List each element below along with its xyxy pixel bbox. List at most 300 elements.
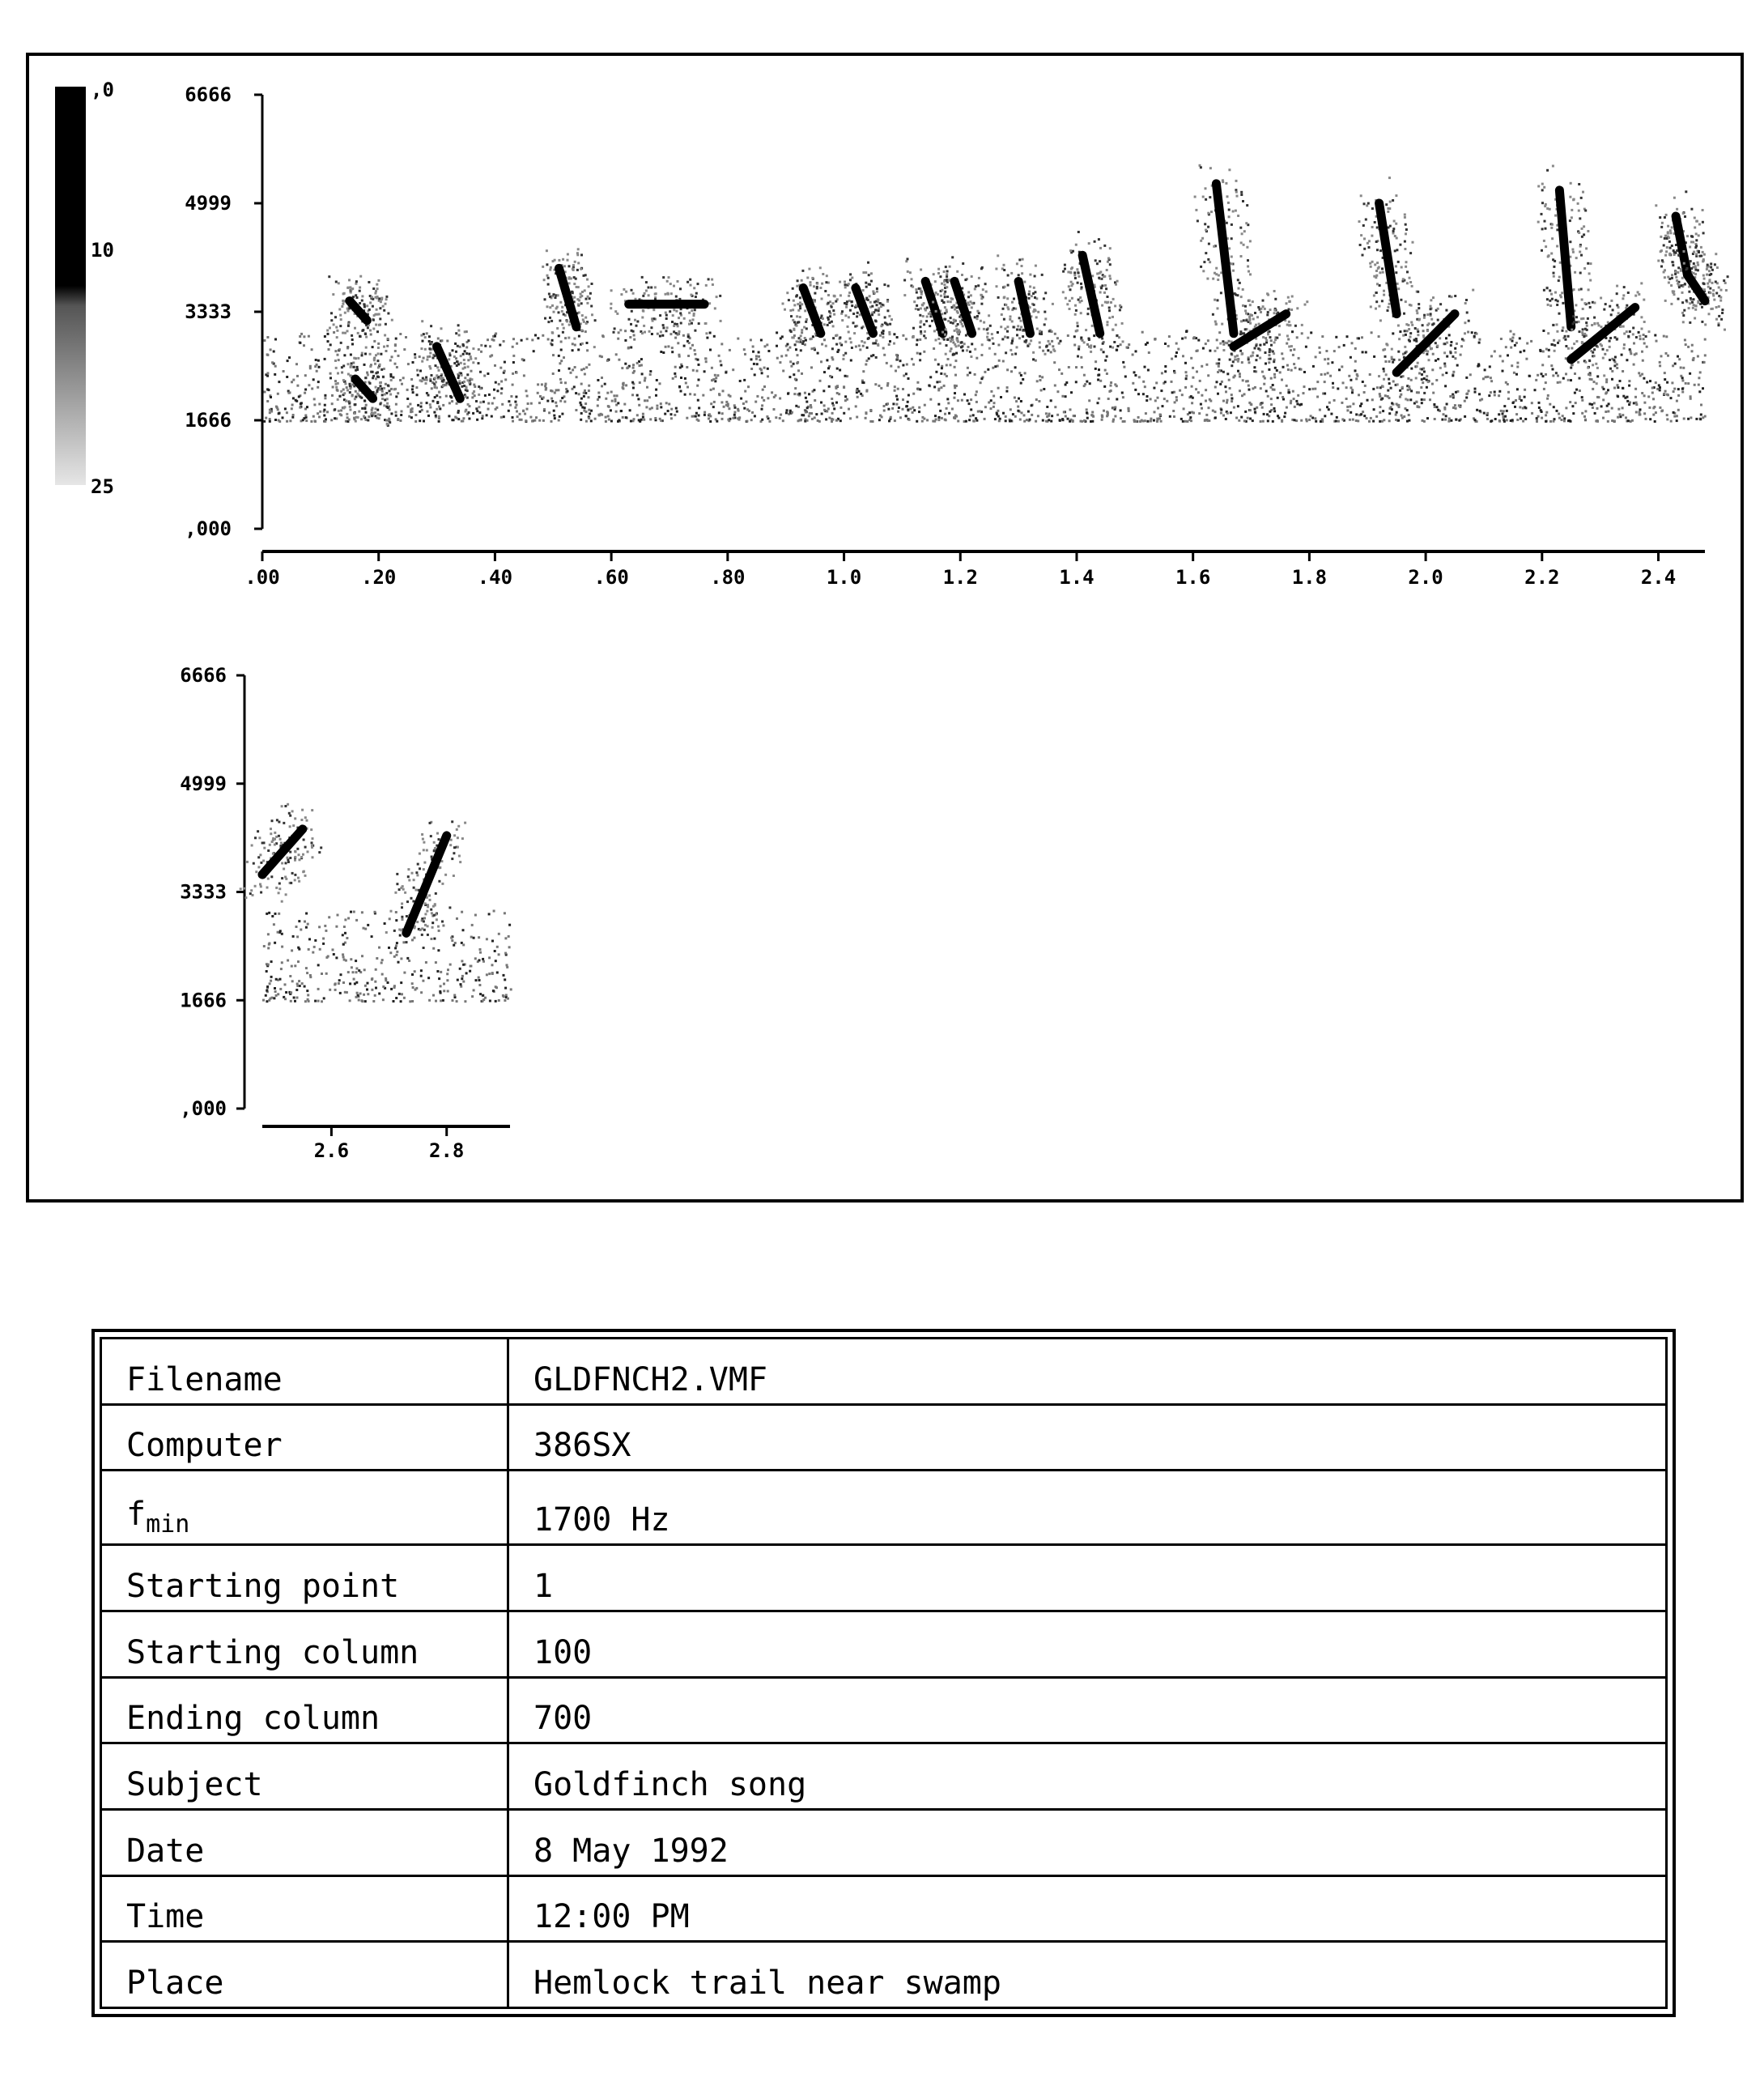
- noise-dot: [738, 419, 741, 421]
- noise-dot: [814, 399, 816, 402]
- note-speckle: [884, 317, 886, 319]
- noise-dot: [750, 358, 753, 360]
- noise-dot: [849, 338, 852, 340]
- note-speckle: [926, 307, 929, 309]
- note-speckle: [363, 304, 366, 306]
- noise-dot: [292, 397, 295, 399]
- noise-dot: [1248, 389, 1251, 391]
- noise-dot: [589, 412, 591, 415]
- noise-dot: [617, 338, 619, 340]
- noise-dot: [1273, 410, 1276, 412]
- noise-dot: [417, 374, 419, 377]
- note-speckle: [810, 281, 812, 283]
- noise-dot: [1305, 419, 1307, 421]
- note-speckle: [844, 341, 847, 343]
- note-speckle: [871, 313, 873, 316]
- noise-dot: [1503, 410, 1505, 412]
- noise-dot: [1370, 417, 1372, 419]
- noise-dot: [1292, 354, 1294, 356]
- noise-dot: [423, 420, 425, 423]
- note-speckle: [551, 331, 554, 334]
- noise-dot: [1127, 407, 1129, 410]
- note-speckle: [1273, 341, 1276, 343]
- noise-dot: [1474, 391, 1477, 394]
- noise-dot: [980, 381, 982, 384]
- noise-dot: [1608, 402, 1610, 405]
- noise-dot: [1571, 364, 1574, 366]
- noise-dot: [1524, 389, 1526, 391]
- note-speckle: [869, 295, 871, 297]
- note-speckle: [576, 252, 579, 254]
- noise-dot: [1020, 374, 1022, 377]
- note-speckle: [1375, 300, 1378, 303]
- noise-dot: [1035, 398, 1038, 401]
- note-speckle: [1567, 335, 1570, 338]
- note-speckle: [1016, 262, 1018, 265]
- note-speckle: [953, 319, 955, 321]
- note-speckle: [1231, 262, 1233, 265]
- note-speckle: [1376, 249, 1379, 251]
- note-speckle: [1269, 330, 1271, 333]
- noise-dot: [1078, 348, 1080, 351]
- noise-dot: [1516, 362, 1519, 364]
- note-speckle: [1034, 296, 1036, 299]
- note-speckle: [1205, 187, 1207, 189]
- noise-dot: [1490, 391, 1492, 394]
- note-speckle: [1415, 338, 1418, 340]
- note-speckle: [419, 379, 422, 381]
- noise-dot: [610, 420, 613, 423]
- noise-dot: [1541, 372, 1543, 375]
- note-speckle: [470, 355, 472, 358]
- noise-dot: [1216, 381, 1218, 383]
- note-speckle: [810, 338, 813, 340]
- noise-dot: [577, 348, 580, 351]
- note-speckle: [1403, 313, 1405, 315]
- noise-dot: [1625, 416, 1627, 419]
- noise-dot: [1652, 414, 1655, 416]
- note-speckle: [1256, 316, 1259, 318]
- noise-dot: [1294, 419, 1296, 421]
- note-speckle: [1242, 304, 1244, 307]
- note-speckle: [877, 343, 879, 346]
- note-speckle: [547, 277, 550, 279]
- noise-dot: [890, 416, 892, 419]
- note-speckle: [1555, 372, 1558, 374]
- noise-dot: [644, 380, 646, 382]
- note-speckle: [1455, 351, 1457, 354]
- note-speckle: [865, 286, 868, 288]
- noise-dot: [601, 377, 603, 379]
- noise-dot: [678, 333, 680, 335]
- note-speckle: [1541, 249, 1543, 252]
- noise-dot: [911, 358, 913, 360]
- note-speckle: [456, 364, 458, 367]
- note-speckle: [1231, 353, 1233, 355]
- noise-dot: [1524, 396, 1526, 398]
- noise-dot: [1431, 383, 1434, 385]
- noise-dot: [1643, 334, 1645, 336]
- note-speckle: [1392, 228, 1395, 230]
- note-speckle: [923, 334, 925, 337]
- note-speckle: [1247, 266, 1249, 268]
- note-speckle: [865, 298, 868, 300]
- noise-dot: [709, 420, 712, 423]
- note-speckle: [650, 326, 652, 329]
- noise-dot: [832, 404, 835, 407]
- noise-dot: [750, 338, 752, 341]
- noise-dot: [500, 392, 503, 394]
- noise-dot: [291, 407, 293, 410]
- noise-dot: [1395, 419, 1397, 421]
- noise-dot: [1571, 347, 1573, 350]
- noise-dot: [1067, 334, 1069, 337]
- noise-dot: [733, 411, 736, 414]
- note-speckle: [924, 308, 926, 310]
- noise-dot: [1328, 408, 1330, 411]
- noise-dot: [512, 372, 514, 375]
- noise-dot: [1315, 420, 1317, 423]
- note-speckle: [1236, 355, 1239, 357]
- noise-dot: [1486, 376, 1489, 378]
- note-speckle: [801, 279, 803, 282]
- note-speckle: [839, 281, 841, 283]
- note-speckle: [905, 260, 908, 262]
- note-speckle: [1228, 247, 1231, 249]
- noise-dot: [495, 381, 497, 384]
- note-speckle: [1395, 271, 1397, 274]
- noise-dot: [588, 396, 590, 398]
- noise-dot: [1123, 366, 1125, 368]
- noise-dot: [878, 419, 881, 421]
- noise-dot: [1276, 369, 1278, 372]
- note-speckle: [1006, 297, 1009, 300]
- noise-dot: [415, 386, 418, 389]
- noise-dot: [395, 395, 397, 398]
- note-speckle: [1565, 345, 1567, 347]
- noise-dot: [1265, 363, 1267, 365]
- note-speckle: [577, 248, 580, 250]
- noise-dot: [967, 367, 969, 369]
- noise-dot: [274, 338, 277, 341]
- noise-dot: [1379, 420, 1381, 423]
- note-speckle: [378, 297, 380, 300]
- noise-dot: [516, 411, 518, 413]
- noise-dot: [516, 404, 518, 407]
- note-speckle: [1100, 287, 1103, 289]
- noise-dot: [896, 336, 899, 338]
- noise-dot: [1164, 365, 1167, 368]
- note-speckle: [1074, 313, 1077, 316]
- noise-dot: [1569, 401, 1571, 403]
- note-speckle: [960, 342, 963, 344]
- note-speckle: [1594, 322, 1596, 325]
- noise-dot: [856, 389, 858, 392]
- noise-dot: [1522, 420, 1524, 423]
- noise-dot: [865, 364, 867, 366]
- noise-dot: [671, 347, 674, 349]
- noise-dot: [806, 407, 809, 409]
- note-speckle: [1544, 220, 1546, 223]
- noise-dot: [1368, 420, 1371, 423]
- note-speckle: [788, 299, 790, 301]
- noise-dot: [1163, 398, 1166, 400]
- note-speckle: [946, 273, 948, 275]
- noise-dot: [1070, 391, 1073, 394]
- note-speckle: [1202, 270, 1205, 272]
- noise-dot: [1384, 394, 1387, 397]
- note-speckle: [1214, 350, 1217, 352]
- noise-dot: [697, 359, 699, 361]
- noise-dot: [776, 345, 778, 347]
- noise-dot: [946, 407, 948, 410]
- note-speckle: [844, 281, 846, 283]
- note-speckle: [429, 352, 431, 355]
- noise-dot: [940, 386, 942, 389]
- noise-dot: [1596, 407, 1599, 410]
- note-speckle: [909, 271, 912, 274]
- noise-dot: [564, 381, 567, 384]
- noise-dot: [1141, 331, 1144, 334]
- noise-dot: [747, 385, 750, 388]
- note-speckle: [854, 326, 856, 328]
- noise-dot: [1230, 411, 1232, 414]
- noise-dot: [545, 383, 547, 385]
- noise-dot: [385, 350, 388, 352]
- note-speckle: [961, 323, 963, 326]
- note-speckle: [1446, 342, 1448, 344]
- noise-dot: [316, 364, 318, 366]
- noise-dot: [1041, 376, 1044, 378]
- note-speckle: [1382, 385, 1384, 388]
- noise-dot: [625, 384, 627, 386]
- noise-dot: [788, 376, 791, 378]
- noise-dot: [905, 405, 908, 407]
- noise-dot: [296, 385, 299, 387]
- noise-dot: [823, 404, 826, 407]
- noise-dot: [649, 408, 652, 411]
- noise-dot: [438, 420, 440, 423]
- noise-dot: [1692, 359, 1694, 361]
- noise-dot: [1110, 381, 1112, 384]
- note-speckle: [977, 284, 980, 287]
- note-speckle: [348, 402, 351, 405]
- noise-dot: [859, 348, 861, 351]
- note-speckle: [1426, 313, 1429, 316]
- note-speckle: [1579, 330, 1581, 333]
- noise-dot: [559, 400, 562, 402]
- note-speckle: [363, 415, 365, 418]
- noise-dot: [1365, 351, 1367, 354]
- noise-dot: [1190, 395, 1192, 398]
- noise-dot: [1581, 412, 1583, 415]
- noise-dot: [645, 406, 648, 408]
- noise-dot: [754, 415, 756, 417]
- noise-dot: [708, 418, 710, 420]
- noise-dot: [1147, 369, 1150, 372]
- note-speckle: [372, 287, 375, 290]
- noise-dot: [764, 345, 767, 347]
- noise-dot: [1295, 419, 1298, 422]
- song-note: [1194, 164, 1259, 352]
- noise-dot: [1388, 397, 1391, 399]
- noise-dot: [696, 370, 699, 372]
- note-speckle: [1552, 324, 1554, 326]
- noise-dot: [874, 383, 877, 385]
- noise-dot: [990, 390, 993, 393]
- note-speckle: [805, 327, 808, 330]
- noise-dot: [278, 419, 280, 422]
- note-speckle: [1592, 364, 1594, 366]
- noise-dot: [1634, 396, 1637, 398]
- noise-dot: [405, 336, 407, 338]
- note-speckle: [864, 342, 866, 344]
- noise-dot: [1700, 404, 1702, 407]
- note-speckle: [950, 321, 952, 324]
- note-speckle: [916, 292, 918, 294]
- note-speckle: [555, 296, 557, 299]
- noise-dot: [1261, 407, 1264, 409]
- note-speckle: [1032, 351, 1035, 354]
- noise-dot: [1270, 377, 1273, 380]
- note-speckle: [986, 329, 988, 331]
- note-speckle: [1404, 241, 1406, 243]
- noise-dot: [1214, 416, 1217, 419]
- note-speckle: [1408, 339, 1410, 342]
- song-note: [932, 256, 994, 358]
- noise-dot: [660, 402, 662, 405]
- note-speckle: [581, 314, 584, 317]
- noise-dot: [519, 419, 521, 421]
- note-speckle: [1389, 201, 1392, 203]
- noise-dot: [1156, 418, 1158, 420]
- noise-dot: [1154, 399, 1157, 402]
- noise-dot: [957, 420, 959, 423]
- noise-dot: [1423, 371, 1426, 373]
- note-speckle: [1218, 369, 1221, 372]
- noise-dot: [644, 377, 646, 379]
- noise-dot: [846, 398, 848, 401]
- noise-dot: [1308, 419, 1311, 421]
- note-speckle: [359, 302, 361, 304]
- noise-dot: [1698, 390, 1701, 393]
- note-speckle: [935, 339, 937, 342]
- note-speckle: [1210, 211, 1213, 213]
- noise-dot: [1619, 413, 1622, 415]
- noise-dot: [459, 346, 461, 348]
- noise-dot: [808, 415, 810, 417]
- note-speckle: [1556, 323, 1558, 326]
- note-speckle: [871, 312, 873, 314]
- note-speckle: [799, 307, 801, 309]
- note-speckle: [1381, 267, 1384, 270]
- note-speckle: [1582, 308, 1584, 310]
- noise-dot: [1039, 375, 1041, 377]
- note-speckle: [1236, 359, 1239, 361]
- noise-dot: [1639, 414, 1641, 416]
- noise-dot: [1667, 355, 1669, 357]
- noise-dot: [333, 331, 335, 334]
- note-speckle: [1255, 359, 1257, 361]
- noise-dot: [680, 377, 682, 379]
- noise-dot: [946, 364, 948, 366]
- noise-dot: [537, 383, 539, 385]
- note-speckle: [623, 288, 625, 291]
- note-speckle: [1575, 321, 1578, 323]
- note-speckle: [367, 326, 369, 329]
- noise-dot: [324, 358, 326, 360]
- note-speckle: [376, 309, 378, 311]
- noise-dot: [1458, 419, 1460, 422]
- noise-dot: [1205, 400, 1207, 402]
- note-speckle: [1379, 386, 1382, 389]
- noise-dot: [856, 416, 858, 419]
- noise-dot: [1507, 391, 1510, 394]
- noise-dot: [1100, 348, 1103, 351]
- noise-dot: [1617, 386, 1619, 389]
- noise-dot: [557, 389, 559, 391]
- note-speckle: [1262, 305, 1265, 308]
- noise-dot: [558, 419, 560, 422]
- note-speckle: [850, 341, 852, 343]
- noise-dot: [967, 346, 970, 348]
- noise-dot: [921, 416, 924, 419]
- noise-dot: [1157, 397, 1159, 399]
- note-speckle: [654, 286, 657, 288]
- note-speckle: [577, 304, 580, 306]
- noise-dot: [969, 351, 971, 353]
- noise-dot: [1553, 339, 1555, 342]
- note-speckle: [1046, 345, 1048, 347]
- note-speckle: [1464, 302, 1467, 304]
- noise-dot: [331, 402, 334, 405]
- noise-dot: [787, 393, 789, 395]
- noise-dot: [1048, 343, 1051, 345]
- noise-dot: [560, 381, 563, 384]
- noise-dot: [637, 398, 640, 400]
- noise-dot: [1180, 418, 1183, 420]
- noise-dot: [1217, 393, 1219, 395]
- note-speckle: [1098, 238, 1100, 241]
- noise-dot: [551, 390, 554, 393]
- noise-dot: [974, 373, 976, 376]
- note-speckle: [1288, 300, 1290, 303]
- note-speckle: [942, 331, 944, 334]
- note-speckle: [852, 313, 855, 315]
- noise-dot: [1327, 363, 1329, 365]
- note-speckle: [853, 332, 856, 334]
- note-speckle: [903, 294, 906, 296]
- noise-dot: [1260, 387, 1262, 389]
- note-speckle: [650, 287, 652, 289]
- noise-dot: [389, 360, 392, 362]
- noise-dot: [1199, 380, 1201, 382]
- note-speckle: [1445, 309, 1447, 312]
- note-speckle: [1003, 318, 1005, 321]
- note-speckle: [1562, 302, 1564, 304]
- note-speckle: [1101, 284, 1103, 287]
- note-speckle: [912, 327, 915, 330]
- note-speckle: [383, 346, 385, 348]
- noise-dot: [1338, 346, 1341, 348]
- note-speckle: [1078, 299, 1080, 301]
- noise-dot: [780, 355, 783, 357]
- note-speckle: [974, 316, 976, 318]
- note-speckle: [848, 292, 851, 294]
- noise-dot: [1292, 390, 1294, 393]
- noise-dot: [761, 419, 763, 421]
- noise-dot: [640, 358, 643, 360]
